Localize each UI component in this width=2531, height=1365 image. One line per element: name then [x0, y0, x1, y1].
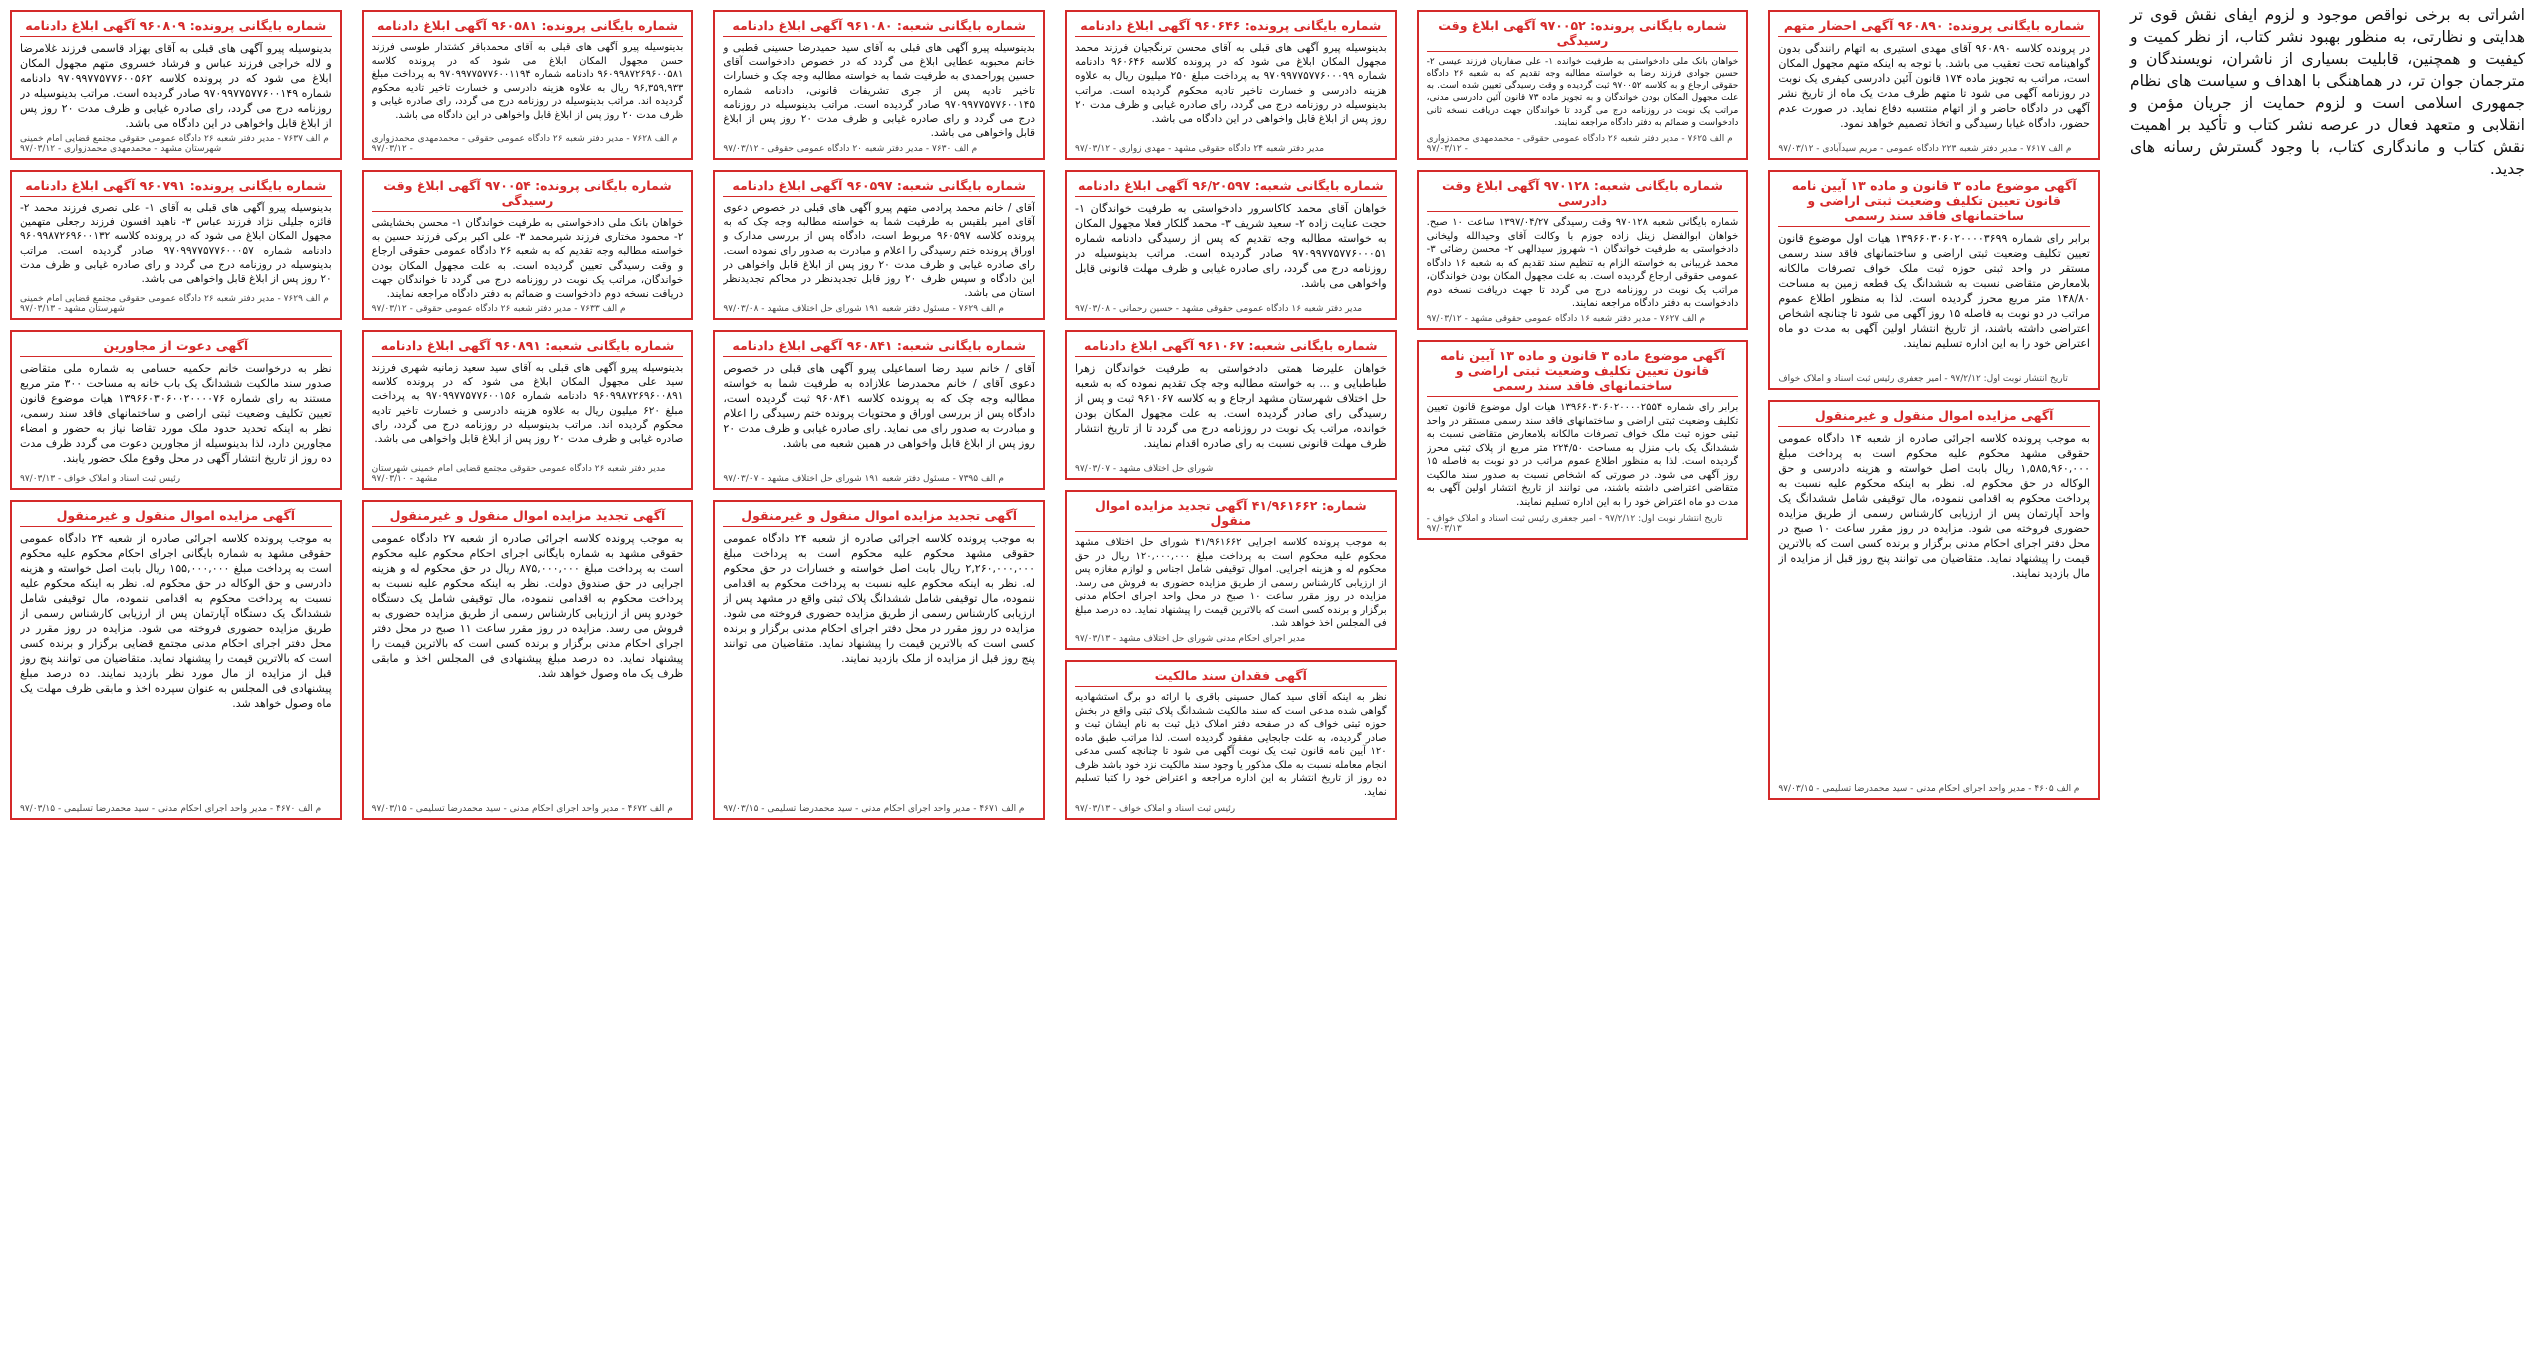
notice-body: خواهان علیرضا همتی دادخواستی به طرفیت خواندگان زهرا طباطبایی و ... به خواسته مطالبه وجه چک تقدیم نموده که به شعبه حل اختلاف شهرستان مشهد ارجاع و به کلاسه ۹۶۱۰۶۷ ثبت و پس از رسیدگی رای صادر گردیده است. به علت مجهول المکان بودن خوانده، مراتب یک نوبت در روزنامه درج می گردد تا از تاریخ انتشار ظرف مهلت قانونی نسبت به رای صادره اقدام نمایند.: [1074, 362, 1387, 450]
notice-body: بدینوسیله پیرو آگهی های قبلی به آقای ۱- علی نصری فرزند محمد ۲- فائزه جلیلی نژاد فرزند عباس ۳- ناهید افسون فرزند رجعلی متهمین مجهول المکان ابلاغ می شود که در پرونده کلاسه ۹۶۰۹۹۸۷۲۶۹۶۰۰۱۳۲ دادنامه شماره ۹۷۰۹۹۷۷۵۷۷۶۰۰۰۵۷ صادر گردیده است. مراتب بدینوسیله در روزنامه درج می گردد و رای صادره غیابی و ظرف مدت ۲۰ روز پس از ابلاغ قابل واخواهی می باشد.: [20, 202, 332, 285]
notice: [1065, 10, 1397, 160]
notice-column-right: [1768, 10, 2100, 1355]
notice-column: [713, 10, 1045, 1355]
notice-footer: م الف ۷۶۳۰ - مدیر دفتر شعبه ۲۰ دادگاه عمومی حقوقی - ۹۷/۰۳/۱۲: [723, 144, 978, 154]
notice: [362, 500, 694, 820]
notice-body: به موجب پرونده کلاسه اجرایی ۴۱/۹۶۱۶۶۲ شورای حل اختلاف مشهد محکوم علیه محکوم است به پرداخت مبلغ ۱۲۰,۰۰۰,۰۰۰ ریال در حق محکوم له و هزینه اجرایی. اموال توقیفی شامل اجناس و لوازم مغازه پس از ارزیابی کارشناس رسمی از طریق مزایده حضوری به فروش می رسد. مزایده در روز مقرر ساعت ۱۰ صبح در محل واحد اجرای احکام مدنی برگزار و برنده کسی است که بالاترین قیمت را پیشنهاد نماید. ده درصد مبلغ فی المجلس اخذ خواهد شد.: [1074, 537, 1387, 629]
notice-title: آگهی تجدید مزایده اموال منقول و غیرمنقول: [723, 508, 1035, 527]
notice-footer: م الف ۷۶۲۹ - مسئول دفتر شعبه ۱۹۱ شورای حل اختلاف مشهد - ۹۷/۰۳/۰۸: [723, 304, 1004, 314]
notice-column: [10, 10, 342, 1355]
notice-title: شماره بایگانی پرونده: ۹۶۰۷۹۱ آگهی ابلاغ دادنامه: [20, 178, 332, 197]
notice-body: آقای / خانم سید رضا اسماعیلی پیرو آگهی های قبلی در خصوص دعوی آقای / خانم محمدرضا علازاده به طرفیت شما به خواسته مطالبه وجه چک که به پرونده کلاسه ۹۶۰۸۴۱ ثبت گردیده است، دادگاه پس از بررسی اوراق و محتویات پرونده ختم رسیدگی را اعلام و مبادرت به صدور رای می نماید. رای صادره غیابی و ظرف مدت ۲۰ روز پس از ابلاغ قابل واخواهی در همین شعبه می باشد.: [723, 362, 1035, 450]
notice-title: شماره بایگانی پرونده: ۹۶۰۶۴۶ آگهی ابلاغ دادنامه: [1075, 18, 1387, 37]
notice-body: خواهان بانک ملی دادخواستی به طرفیت خواندگان ۱- محسن بخشایشی ۲- محمود مختاری فرزند شیرمحمد ۳- علی اکبر برکی فرزند حسین به خواسته مطالبه وجه تقدیم که به شعبه ۲۶ دادگاه عمومی حقوقی ارجاع و وقت رسیدگی تعیین گردیده است. به علت مجهول المکان بودن خواندگان، مراتب یک نوبت در روزنامه درج می گردد تا خواندگان جهت دریافت نسخه دوم دادخواست و ضمائم به دفتر دادگاه مراجعه نمایند.: [371, 217, 684, 300]
notice-body: خواهان آقای محمد کاکاسرور دادخواستی به طرفیت خواندگان ۱- حجت عنایت زاده ۲- سعید شریف ۳- محمد گلکار فعلا مجهول المکان به خواسته مطالبه وجه تقدیم که پس از رسیدگی دادنامه شماره ۹۷۰۹۹۷۷۵۷۷۶۰۰۰۵۱ صادر گردیده است. مراتب بدینوسیله در روزنامه درج می گردد، رای صادره غیابی و ظرف مهلت قانونی قابل واخواهی می باشد.: [1074, 202, 1387, 290]
notice-footer: شورای حل اختلاف مشهد - ۹۷/۰۳/۰۷: [1074, 464, 1214, 474]
notice: [713, 170, 1045, 320]
notice-footer: م الف ۴۶۷۱ - مدیر واحد اجرای احکام مدنی - سید محمدرضا تسلیمی - ۹۷/۰۳/۱۵: [723, 804, 1025, 814]
notice: [1065, 330, 1397, 480]
notice-footer: م الف ۴۶۷۰ - مدیر واحد اجرای احکام مدنی - سید محمدرضا تسلیمی - ۹۷/۰۳/۱۵: [20, 804, 322, 814]
notice-body: بدینوسیله پیرو آگهی های قبلی به آقای بهزاد قاسمی فرزند غلامرضا و لاله خراجی فرزند عباس و فرشاد خسروی متهم مجهول المکان ابلاغ می شود که در پرونده کلاسه ۹۷۰۹۹۷۷۵۷۷۶۰۰۵۶۲ دادنامه شماره ۹۷۰۹۹۷۷۵۷۷۶۰۰۱۴۹ صادر گردیده است. مراتب بدینوسیله در روزنامه درج می گردد، رای صادره غیابی و ظرف مدت ۲۰ روز پس از ابلاغ قابل واخواهی در این دادگاه می باشد.: [20, 42, 332, 130]
notice: [1417, 10, 1749, 160]
notice-footer: مدیر اجرای احکام مدنی شورای حل اختلاف مشهد - ۹۷/۰۳/۱۳: [1074, 634, 1306, 644]
notice: [362, 10, 694, 160]
notice-column: [1417, 10, 1749, 1355]
notice: [1768, 10, 2100, 160]
notice-body: بدینوسیله پیرو آگهی های قبلی به آقای محسن ترنگجیان فرزند محمد مجهول المکان ابلاغ می شود که در پرونده کلاسه ۹۶۰۶۴۶ دادنامه شماره ۹۷۰۹۹۷۷۵۷۷۶۰۰۰۹۹ به پرداخت مبلغ ۲۵۰ میلیون ریال به علاوه هزینه دادرسی و خسارت تاخیر تادیه محکوم گردیده است. مراتب بدینوسیله در روزنامه درج می گردد، رای صادره غیابی و ظرف مدت ۲۰ روز پس از ابلاغ قابل واخواهی در این دادگاه می باشد.: [1074, 42, 1387, 125]
notice-footer: مدیر دفتر شعبه ۱۶ دادگاه عمومی حقوقی مشهد - حسین رحمانی - ۹۷/۰۳/۰۸: [1074, 304, 1363, 314]
notice-title: شماره بایگانی شعبه: ۹۶/۲۰۵۹۷ آگهی ابلاغ دادنامه: [1075, 178, 1387, 197]
notice-title: شماره بایگانی شعبه: ۹۶۰۵۹۷ آگهی ابلاغ دادنامه: [723, 178, 1035, 197]
notice-body: نظر به اینکه آقای سید کمال حسینی باقری با ارائه دو برگ استشهادیه گواهی شده مدعی است که سند مالکیت ششدانگ پلاک ثبتی واقع در بخش حوزه ثبتی خواف که در صفحه دفتر املاک ذیل ثبت به نام ایشان ثبت و صادر گردیده، به علت جابجایی مفقود گردیده است. لذا مراتب طبق ماده ۱۲۰ آیین نامه قانون ثبت یک نوبت آگهی می شود تا چنانچه کسی مدعی انجام معامله نسبت به ملک مذکور یا وجود سند مالکیت نزد خود باشد ظرف ده روز از تاریخ انتشار به این اداره مراجعه و اعتراض خود را کتبا تسلیم نماید.: [1074, 692, 1387, 798]
notice: [10, 10, 342, 160]
notices-grid: [10, 10, 2100, 1355]
notice-body: در پرونده کلاسه ۹۶۰۸۹۰ آقای مهدی استیری به اتهام رانندگی بدون گواهینامه تحت تعقیب می باشد. با توجه به اینکه متهم مجهول المکان است، مراتب به تجویز ماده ۱۷۴ قانون آئین دادرسی کیفری یک نوبت در روزنامه آگهی می شود تا متهم ظرف مدت یک ماه از تاریخ نشر آگهی در دادگاه حاضر و از اتهام منتسبه دفاع نماید. در صورت عدم حضور، دادگاه غیابا رسیدگی و اتخاذ تصمیم خواهد نمود.: [1778, 42, 2090, 130]
notice-body: به موجب پرونده کلاسه اجرائی صادره از شعبه ۲۴ دادگاه عمومی حقوقی مشهد به شماره بایگانی اجرای احکام محکوم علیه محکوم است به پرداخت مبلغ ۱۵۵,۰۰۰,۰۰۰ ریال بابت اصل خواسته و هزینه دادرسی و حق الوکاله در حق محکوم له. نظر به اینکه محکوم علیه نسبت به پرداخت محکوم به اقدامی ننموده، مال توقیفی شامل ششدانگ یک دستگاه آپارتمان پس از ارزیابی کارشناس رسمی از طریق مزایده حضوری فروخته می شود. مزایده در روز مقرر در محل دفتر اجرای احکام مدنی مجتمع قضایی برگزار و برنده کسی است که بالاترین قیمت را پیشنهاد نماید. متقاضیان می توانند پنج روز قبل از مزایده از مال مورد نظر بازدید نمایند. ده درصد مبلغ پیشنهادی فی المجلس به عنوان سپرده اخذ و مابقی ظرف مهلت یک ماه وصول خواهد شد.: [20, 532, 332, 710]
notice-footer: مدیر دفتر شعبه ۲۴ دادگاه حقوقی مشهد - مهدی زواری - ۹۷/۰۳/۱۲: [1074, 144, 1325, 154]
notice-title: آگهی مزایده اموال منقول و غیرمنقول: [1778, 408, 2090, 427]
notice-footer: تاریخ انتشار نوبت اول: ۹۷/۲/۱۲ - امیر جعفری رئیس ثبت اسناد و املاک خواف: [1778, 374, 2068, 384]
notice: [1768, 170, 2100, 390]
notice-footer: م الف ۴۶۷۲ - مدیر واحد اجرای احکام مدنی - سید محمدرضا تسلیمی - ۹۷/۰۳/۱۵: [371, 804, 673, 814]
notice-footer: م الف ۷۶۲۹ - مدیر دفتر شعبه ۲۶ دادگاه عمومی حقوقی مجتمع قضایی امام خمینی شهرستان مشهد - ۹۷/۰۳/۱۳: [20, 294, 329, 314]
notice-title: شماره بایگانی پرونده: ۹۷۰۰۵۲ آگهی ابلاغ وقت رسیدگی: [1427, 18, 1739, 52]
notice-title: آگهی تجدید مزایده اموال منقول و غیرمنقول: [372, 508, 684, 527]
notice-title: شماره بایگانی شعبه: ۹۶۱۰۶۷ آگهی ابلاغ دادنامه: [1075, 338, 1387, 357]
notice-title: شماره بایگانی پرونده: ۹۶۰۸۰۹ آگهی ابلاغ دادنامه: [20, 18, 332, 37]
notice-title: آگهی موضوع ماده ۳ قانون و ماده ۱۳ آیین نامه قانون تعیین تکلیف وضعیت ثبتی اراضی و ساختمانهای فاقد سند رسمی: [1778, 178, 2090, 227]
notice-footer: رئیس ثبت اسناد و املاک خواف - ۹۷/۰۳/۱۳: [1074, 804, 1236, 814]
notice-title: شماره بایگانی پرونده: ۹۷۰۰۵۴ آگهی ابلاغ وقت رسیدگی: [372, 178, 684, 212]
notice-footer: مدیر دفتر شعبه ۲۶ دادگاه عمومی حقوقی مجتمع قضایی امام خمینی شهرستان مشهد - ۹۷/۰۳/۱۰: [371, 464, 666, 484]
notice-body: به موجب پرونده کلاسه اجرائی صادره از شعبه ۱۴ دادگاه عمومی حقوقی مشهد محکوم علیه محکوم است به پرداخت مبلغ ۱,۵۸۵,۹۶۰,۰۰۰ ریال بابت اصل خواسته و هزینه دادرسی و حق الوکاله در حق محکوم له. نظر به اینکه محکوم علیه نسبت به پرداخت محکوم به اقدامی ننموده، مال توقیفی شامل ششدانگ یک واحد آپارتمان پس از ارزیابی کارشناس رسمی از طریق مزایده حضوری فروخته می شود. مزایده در روز مقرر ساعت ۱۰ صبح در محل دفتر اجرای احکام مدنی برگزار و برنده کسی است که بالاترین قیمت را پیشنهاد نماید. متقاضیان می توانند پنج روز قبل از مزایده از مال بازدید نمایند.: [1778, 432, 2090, 580]
notice-title: شماره بایگانی شعبه: ۹۶۱۰۸۰ آگهی ابلاغ دادنامه: [723, 18, 1035, 37]
notice: [1768, 400, 2100, 800]
notice-body: خواهان بانک ملی دادخواستی به طرفیت خوانده ۱- علی صفاریان فرزند عیسی ۲- حسین جوادی فرزند رضا به خواسته مطالبه وجه تقدیم که به شعبه ۲۶ دادگاه حقوقی ارجاع و به کلاسه ۹۷۰۰۵۲ ثبت گردیده و وقت رسیدگی تعیین شده است. به علت مجهول المکان بودن خواندگان و به تجویز ماده ۷۳ قانون آئین دادرسی مدنی، مراتب یک نوبت در روزنامه درج می گردد تا خواندگان جهت دریافت نسخه ثانی دادخواست و ضمائم به دفتر دادگاه مراجعه نمایند.: [1426, 57, 1739, 128]
notice-title: شماره بایگانی پرونده: ۹۶۰۸۹۰ آگهی احضار متهم: [1778, 18, 2090, 37]
notice: [362, 170, 694, 320]
notice-body: برابر رای شماره ۱۳۹۶۶۰۳۰۶۰۲۰۰۰۰۳۶۹۹ هیات اول موضوع قانون تعیین تکلیف وضعیت ثبتی اراضی و ساختمانهای فاقد سند رسمی مستقر در واحد ثبتی حوزه ثبت ملک خواف تصرفات مالکانه بلامعارض متقاضی نسبت به ششدانگ یک قطعه زمین به مساحت ۱۴۸/۸۰ متر مربع محرز گردیده است. لذا به منظور اطلاع عموم مراتب در دو نوبت به فاصله ۱۵ روز آگهی می شود تا چنانچه اشخاص اعتراضی داشته باشند، از تاریخ انتشار اولین آگهی به مدت دو ماه اعتراض خود را به این اداره تسلیم نمایند.: [1778, 232, 2090, 350]
notice-body: به موجب پرونده کلاسه اجرائی صادره از شعبه ۲۷ دادگاه عمومی حقوقی مشهد به شماره بایگانی اجرای احکام محکوم علیه محکوم است به پرداخت مبلغ ۸۷۵,۰۰۰,۰۰۰ ریال در حق محکوم له و هزینه اجرایی در حق صندوق دولت. نظر به اینکه محکوم علیه نسبت به پرداخت محکوم به اقدامی ننموده، مال توقیفی شامل یک دستگاه خودرو پس از ارزیابی کارشناس رسمی از طریق مزایده حضوری به فروش می رسد. مزایده در روز مقرر ساعت ۱۱ صبح در محل دفتر اجرای احکام مدنی برگزار و برنده کسی است که بالاترین قیمت را پیشنهاد نماید. ده درصد مبلغ پیشنهادی فی المجلس اخذ و مابقی ظرف یک ماه وصول خواهد شد.: [371, 532, 684, 680]
notice-body: بدینوسیله پیرو آگهی های قبلی به آقای سید حمیدرضا حسینی قطبی و خانم محبوبه عطایی ابلاغ می گردد که در خصوص دادخواست آقای حسین پوراحمدی به طرفیت شما به خواسته مطالبه وجه چک و خسارات تاخیر تادیه پس از جری تشریفات قانونی، دادنامه شماره ۹۷۰۹۹۷۷۵۷۷۶۰۰۱۴۵ صادر گردیده است. مراتب بدینوسیله در روزنامه درج می گردد و رای صادره غیابی و ظرف مدت ۲۰ روز پس از ابلاغ قابل واخواهی می باشد.: [723, 42, 1035, 140]
notice-title: شماره بایگانی پرونده: ۹۶۰۵۸۱ آگهی ابلاغ دادنامه: [372, 18, 684, 37]
notice-body: شماره بایگانی شعبه ۹۷۰۱۲۸ وقت رسیدگی ۱۳۹۷/۰۴/۲۷ ساعت ۱۰ صبح. خواهان ابوالفضل زینل زاده جوزم با وکالت آقای وحیدالله ولیخانی دادخواستی به طرفیت خواندگان ۱- شهروز سیدالهی ۲- محسن رضائی ۳- محمد غریبانی به خواسته الزام به تنظیم سند تقدیم که به شعبه ۱۶ دادگاه عمومی حقوقی ارجاع گردیده است. به علت مجهول المکان بودن خواندگان، مراتب یک نوبت در روزنامه درج می گردد تا جهت دریافت نسخه دوم دادخواست به دفتر دادگاه مراجعه نمایند.: [1426, 217, 1739, 309]
notice-body: بدینوسیله پیرو آگهی های قبلی به آقای سید سعید زمانیه شهری فرزند سید علی مجهول المکان ابلاغ می شود که در پرونده کلاسه ۹۶۰۹۹۸۷۲۶۹۶۰۰۸۹۱ دادنامه شماره ۹۷۰۹۹۷۷۵۷۷۶۰۰۱۵۶ به پرداخت مبلغ ۶۲۰ میلیون ریال به علاوه هزینه دادرسی و خسارت تاخیر تادیه محکوم گردیده اند. مراتب بدینوسیله در روزنامه درج می گردد، رای صادره غیابی و ظرف مدت ۲۰ روز پس از ابلاغ قابل واخواهی می باشد.: [371, 362, 684, 445]
notice-footer: م الف ۷۶۳۳ - مدیر دفتر شعبه ۲۶ دادگاه عمومی حقوقی - ۹۷/۰۳/۱۲: [371, 304, 626, 314]
notice: [10, 170, 342, 320]
notice-body: برابر رای شماره ۱۳۹۶۶۰۳۰۶۰۲۰۰۰۰۲۵۵۴ هیات اول موضوع قانون تعیین تکلیف وضعیت ثبتی اراضی و ساختمانهای فاقد سند رسمی مستقر در واحد ثبتی حوزه ثبت ملک خواف تصرفات مالکانه بلامعارض متقاضی نسبت به ششدانگ یک باب منزل به مساحت ۲۲۴/۵۰ متر مربع از پلاک ثبتی محرز گردیده است. لذا به منظور اطلاع عموم مراتب در دو نوبت به فاصله ۱۵ روز آگهی می شود. در صورتی که اشخاص نسبت به صدور سند مالکیت متقاضی اعتراضی داشته باشند، می توانند از تاریخ انتشار اولین آگهی به مدت دو ماه اعتراض خود را به این اداره تسلیم نمایند.: [1426, 402, 1739, 508]
notice: [10, 330, 342, 490]
notice-title: آگهی فقدان سند مالکیت: [1075, 668, 1387, 687]
notice-column: [362, 10, 694, 1355]
notice-body: آقای / خانم محمد پرادمی متهم پیرو آگهی های قبلی در خصوص دعوی آقای امیر بلقیس به طرفیت شما به خواسته مطالبه وجه چک که به پرونده کلاسه ۹۶۰۵۹۷ مربوط است، دادگاه پس از بررسی مدارک و اوراق پرونده ختم رسیدگی را اعلام و مبادرت به صدور رای نموده است. رای صادره غیابی و ظرف مدت ۲۰ روز پس از ابلاغ قابل واخواهی در این دادگاه و سپس ظرف ۲۰ روز قابل تجدیدنظر در محاکم تجدیدنظر استان می باشد.: [723, 202, 1035, 300]
notice-body: بدینوسیله پیرو آگهی های قبلی به آقای محمدباقر کشتدار طوسی فرزند حسن مجهول المکان ابلاغ می شود که در پرونده کلاسه ۹۶۰۹۹۸۷۲۶۹۶۰۰۵۸۱ دادنامه شماره ۹۷۰۹۹۷۷۵۷۷۶۰۰۱۱۹۴ به پرداخت مبلغ ۹۶,۳۵۹,۹۳۳ ریال به علاوه هزینه دادرسی و خسارت تاخیر تادیه محکوم گردیده اند. مراتب بدینوسیله در روزنامه درج می گردد، رای صادره غیابی و ظرف مدت ۲۰ روز پس از ابلاغ قابل واخواهی در این دادگاه می باشد.: [371, 42, 684, 121]
notice-title: آگهی مزایده اموال منقول و غیرمنقول: [20, 508, 332, 527]
notice-title: آگهی موضوع ماده ۳ قانون و ماده ۱۳ آیین نامه قانون تعیین تکلیف وضعیت ثبتی اراضی و ساختمانهای فاقد سند رسمی: [1427, 348, 1739, 397]
notice: [1065, 170, 1397, 320]
notice: [713, 10, 1045, 160]
notice-title: شماره بایگانی شعبه: ۹۷۰۱۲۸ آگهی ابلاغ وقت دادرسی: [1427, 178, 1739, 212]
notice-body: به موجب پرونده کلاسه اجرائی صادره از شعبه ۲۴ دادگاه عمومی حقوقی مشهد محکوم علیه محکوم است به پرداخت مبلغ ۲,۲۶۰,۰۰۰,۰۰۰ ریال بابت اصل خواسته و خسارات در حق محکوم له. نظر به اینکه محکوم علیه نسبت به پرداخت محکوم به اقدامی ننموده، مال توقیفی شامل ششدانگ پلاک ثبتی واقع در مشهد پس از ارزیابی کارشناس رسمی از طریق مزایده حضوری فروخته می شود. مزایده در روز مقرر در محل دفتر اجرای احکام مدنی برگزار و برنده کسی است که بالاترین قیمت را پیشنهاد نماید. متقاضیان می توانند پنج روز قبل از مزایده از ملک بازدید نمایند.: [723, 532, 1035, 665]
notice: [1065, 490, 1397, 650]
notice: [713, 330, 1045, 490]
notice: [1417, 340, 1749, 540]
notice-footer: م الف ۷۶۳۷ - مدیر دفتر شعبه ۲۶ دادگاه عمومی حقوقی مجتمع قضایی امام خمینی شهرستان مشهد - محمدمهدی محمدزواری - ۹۷/۰۳/۱۲: [20, 134, 329, 154]
notice-footer: رئیس ثبت اسناد و املاک خواف - ۹۷/۰۳/۱۳: [20, 474, 181, 484]
notice-title: آگهی دعوت از مجاورین: [20, 338, 332, 357]
notice-footer: تاریخ انتشار نوبت اول: ۹۷/۲/۱۲ - امیر جعفری رئیس ثبت اسناد و املاک خواف - ۹۷/۰۳/۱۳: [1426, 514, 1723, 534]
notice-footer: م الف ۴۶۰۵ - مدیر واحد اجرای احکام مدنی - سید محمدرضا تسلیمی - ۹۷/۰۳/۱۵: [1778, 784, 2080, 794]
notice: [362, 330, 694, 490]
notice-body: نظر به درخواست خانم حکمیه حسامی به شماره ملی متقاضی صدور سند مالکیت ششدانگ یک باب خانه به مساحت ۳۰۰ متر مربع مستند به رای شماره ۱۳۹۶۶۰۳۰۶۰۰۲۰۰۰۰۷۶ هیات موضوع قانون تعیین تکلیف وضعیت ثبتی اراضی و ساختمانهای فاقد سند رسمی، نظر به اینکه تحدید حدود ملک مورد تقاضا نیاز به حضور و امضاء مجاورین دارد، لذا بدینوسیله از مجاورین دعوت می گردد ظرف مدت ده روز از تاریخ انتشار آگهی در محل وقوع ملک حضور یابند.: [20, 362, 332, 465]
notice-title: شماره: ۴۱/۹۶۱۶۶۲ آگهی تجدید مزایده اموال منقول: [1075, 498, 1387, 532]
notice: [1417, 170, 1749, 330]
notice-title: شماره بایگانی شعبه: ۹۶۰۸۴۱ آگهی ابلاغ دادنامه: [723, 338, 1035, 357]
notice: [10, 500, 342, 820]
notice: [713, 500, 1045, 820]
notice-footer: م الف ۷۶۱۷ - مدیر دفتر شعبه ۲۲۳ دادگاه عمومی - مریم سیدآبادی - ۹۷/۰۳/۱۲: [1778, 144, 2072, 154]
notice-footer: م الف ۷۳۹۵ - مسئول دفتر شعبه ۱۹۱ شورای حل اختلاف مشهد - ۹۷/۰۳/۰۷: [723, 474, 1004, 484]
notice: [1065, 660, 1397, 820]
intro-paragraph: اشراتی به برخی نواقص موجود و لزوم ایفای نقش قوی تر هدایتی و نظارتی، به منظور بهبود نشر کتاب، از نظر کمیت و کیفیت و همچنین، قابلیت بسیاری از ناشران، نویسندگان و مترجمان جوان تر، در هماهنگی با اهداف و سیاست های نظام جمهوری اسلامی است و لزوم حمایت از جریان مؤمن و انقلابی و متعهد فعال در عرصه نشر کتاب و تأکید بر اهمیت نقش کتاب و ماندگاری کتاب، با وجود گسترش رسانه های جدید.: [2130, 6, 2525, 178]
notice-column: [1065, 10, 1397, 1355]
notice-footer: م الف ۷۶۲۸ - مدیر دفتر شعبه ۲۶ دادگاه عمومی حقوقی - محمدمهدی محمدزواری - ۹۷/۰۳/۱۲: [371, 134, 678, 154]
notice-footer: م الف ۷۶۲۵ - مدیر دفتر شعبه ۲۶ دادگاه عمومی حقوقی - محمدمهدی محمدزواری - ۹۷/۰۳/۱۲: [1426, 134, 1733, 154]
notice-title: شماره بایگانی شعبه: ۹۶۰۸۹۱ آگهی ابلاغ دادنامه: [372, 338, 684, 357]
notice-footer: م الف ۷۶۲۷ - مدیر دفتر شعبه ۱۶ دادگاه عمومی حقوقی مشهد - ۹۷/۰۳/۱۲: [1426, 314, 1706, 324]
